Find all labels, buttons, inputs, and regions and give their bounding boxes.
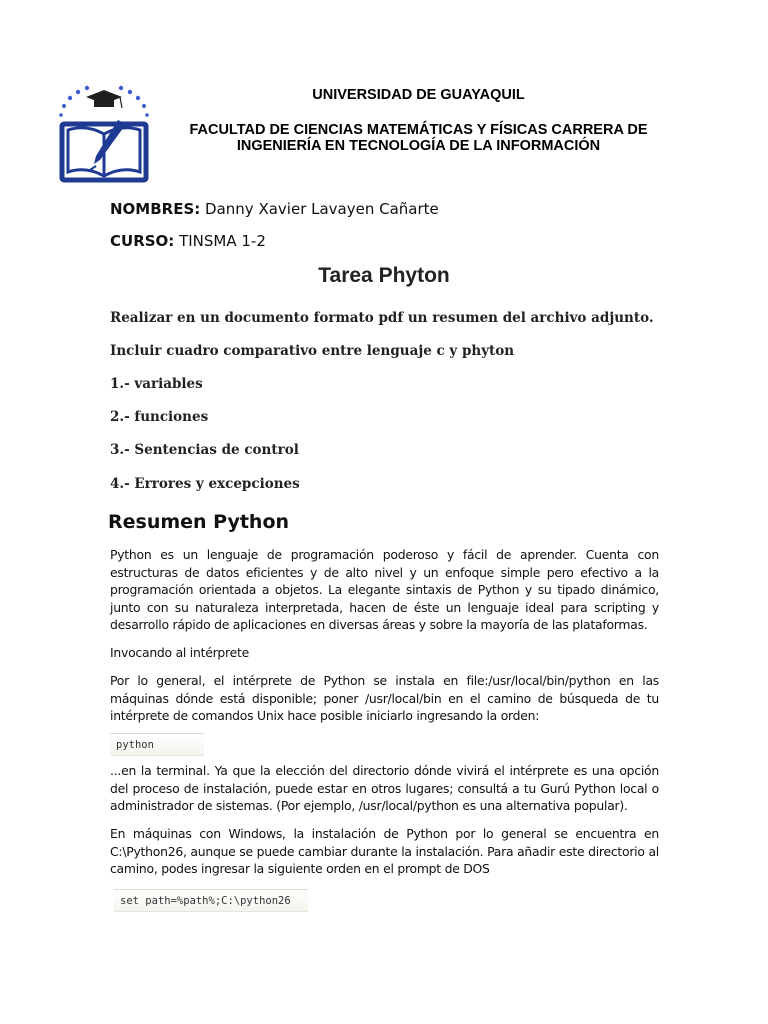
student-names: [110, 200, 439, 218]
document-title: Tarea Phyton: [318, 264, 450, 287]
faculty-line-1: FACULTAD DE CIENCIAS MATEMÁTICAS Y FÍSICAS CARRERA DE: [189, 122, 648, 138]
summary-paragraph-3: ...en la terminal. Ya que la elección del directorio dónde vivirá el intérprete es una opción del proceso de instalación, puede estar en otros lugares; consultá a tu Gurú Python local o administrador de sistemas. (Por ejemplo, /usr/local/python es una alternativa popular).: [110, 763, 659, 814]
summary-paragraph-4: En máquinas con Windows, la instalación de Python por lo general se encuentra en C:\Python26, aunque se puede cambiar durante la instalación. Para añadir este directorio al camino, podes ingresar la siguiente orden en el prompt de DOS: [110, 826, 659, 877]
interpreter-subheading: Invocando al intérprete: [110, 645, 249, 660]
code-block-python: python: [110, 733, 204, 756]
summary-paragraph-1: Python es un lenguaje de programación poderoso y fácil de aprender. Cuenta con estructuras de datos eficientes y de alto nivel y un enfoque simple pero efectivo a la programación orientada a objetos. La elegante sintaxis de Python y su tipado dinámico, junto con su naturaleza interpretada, hacen de éste un lenguaje ideal para scripting y desarrollo rápido de aplicaciones en diversas áreas y sobre la mayoría de las plataformas.: [110, 547, 659, 633]
student-course: [110, 232, 266, 250]
task-item-control: 3.- Sentencias de control: [110, 442, 299, 458]
task-instruction-2: Incluir cuadro comparativo entre lenguaje c y phyton: [110, 343, 515, 359]
code-block-set-path: set path=%path%;C:\python26: [114, 889, 308, 912]
summary-paragraph-2: Por lo general, el intérprete de Python se instala en file:/usr/local/bin/python en las máquinas dónde está disponible; poner /usr/local/bin en el camino de búsqueda de tu intérprete de comandos Unix hace posible iniciarlo ingresando la orden:: [110, 673, 659, 724]
task-item-funciones: 2.- funciones: [110, 409, 209, 425]
task-item-errores: 4.- Errores y excepciones: [110, 476, 300, 492]
faculty-name: [170, 122, 667, 154]
course-label: CURSO:: [110, 232, 175, 250]
names-label: NOMBRES:: [110, 200, 201, 218]
task-item-variables: 1.- variables: [110, 376, 203, 392]
names-value: Danny Xavier Lavayen Cañarte: [205, 200, 439, 218]
university-name: UNIVERSIDAD DE GUAYAQUIL: [312, 87, 525, 103]
course-value: TINSMA 1-2: [179, 232, 266, 250]
faculty-line-2: INGENIERÍA EN TECNOLOGÍA DE LA INFORMACIÓN: [236, 138, 601, 154]
university-crest-icon: [56, 84, 152, 184]
summary-heading: Resumen Python: [108, 511, 290, 533]
task-instruction-1: Realizar en un documento formato pdf un resumen del archivo adjunto.: [110, 310, 654, 326]
